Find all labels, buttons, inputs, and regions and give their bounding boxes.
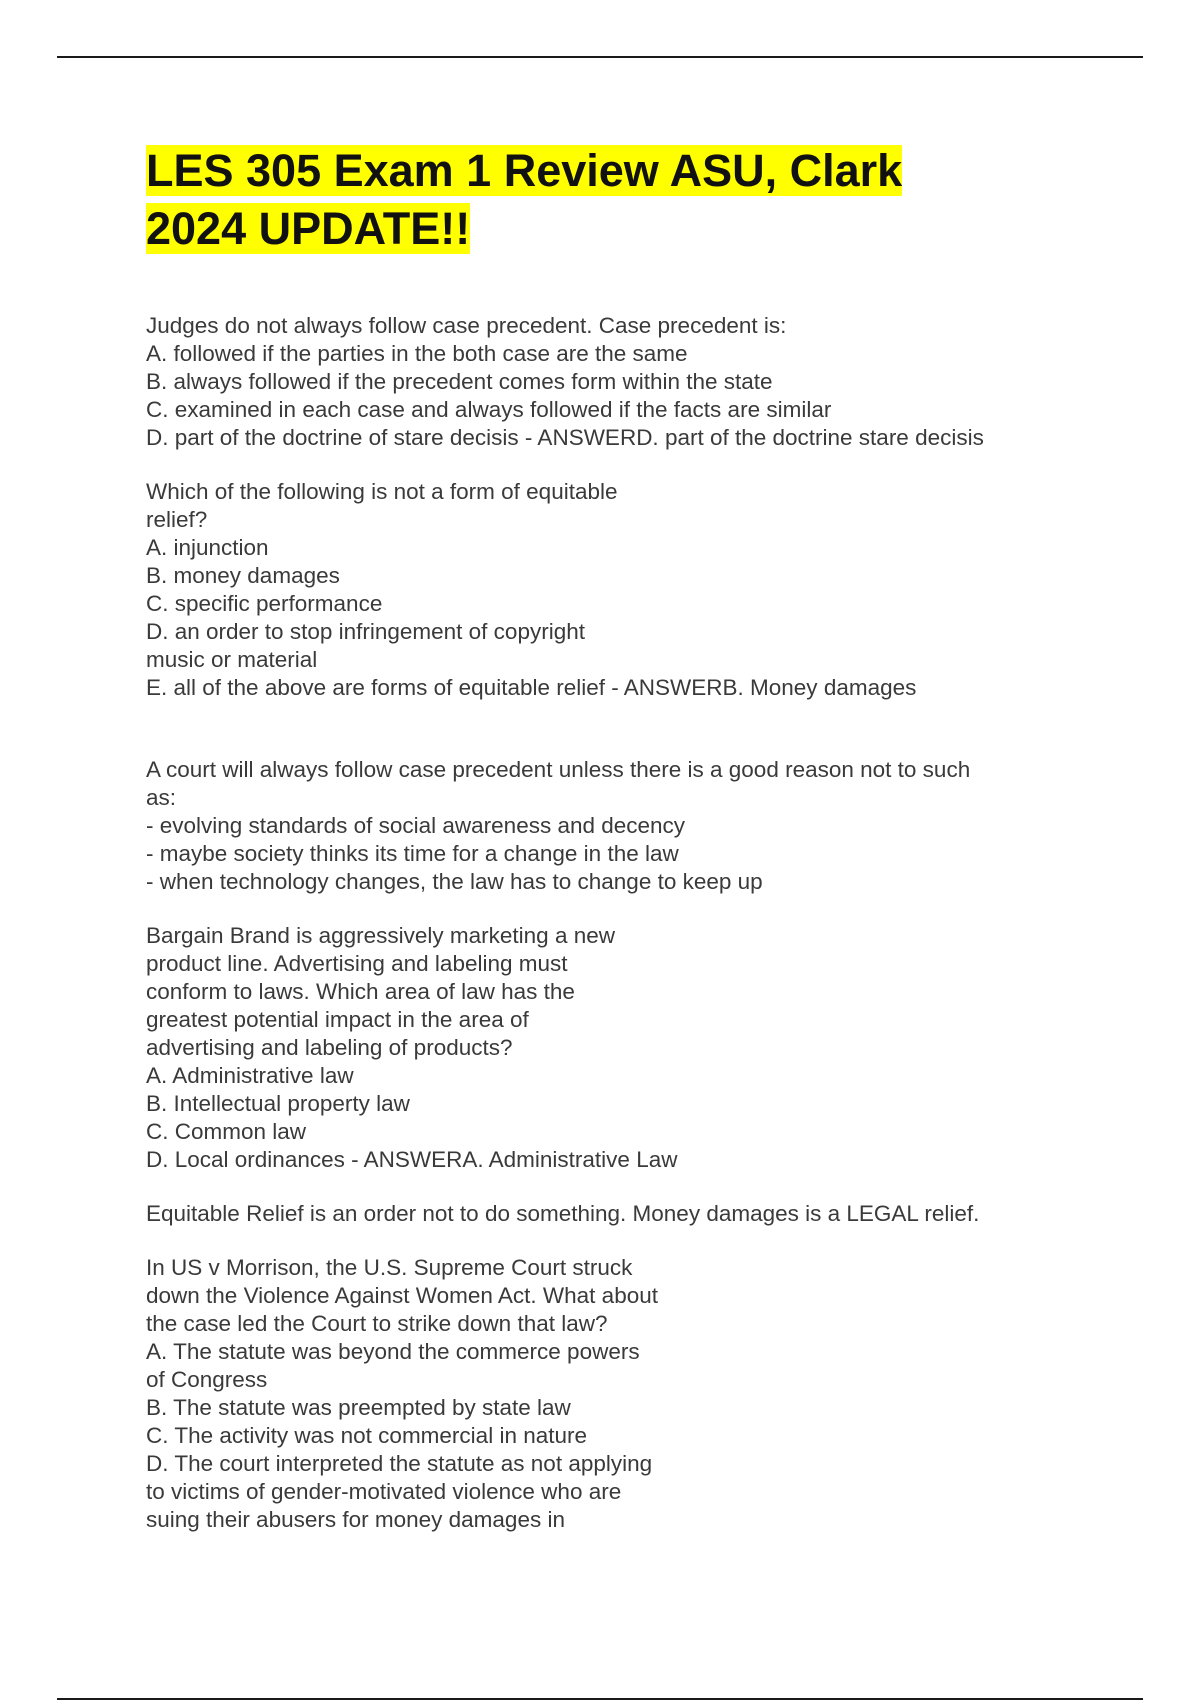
option-a: A. The statute was beyond the commerce powers [146, 1339, 640, 1364]
question-text: greatest potential impact in the area of [146, 1007, 529, 1032]
option-c: C. specific performance [146, 591, 383, 616]
title-line-2: 2024 UPDATE!! [146, 203, 471, 254]
option-d: music or material [146, 647, 318, 672]
option-a: A. injunction [146, 535, 269, 560]
option-b: B. money damages [146, 563, 340, 588]
question-text: down the Violence Against Women Act. What about [146, 1283, 658, 1308]
option-b: B. always followed if the precedent comes form within the state [146, 369, 773, 394]
bullet-item: - evolving standards of social awareness and decency [146, 813, 686, 838]
option-d: D. The court interpreted the statute as not applying [146, 1451, 653, 1476]
option-a: A. Administrative law [146, 1063, 354, 1088]
note-text: as: [146, 785, 177, 810]
option-b: B. Intellectual property law [146, 1091, 410, 1116]
option-c: C. The activity was not commercial in nature [146, 1423, 588, 1448]
title-line-1: LES 305 Exam 1 Review ASU, Clark [146, 145, 903, 196]
option-d: suing their abusers for money damages in [146, 1507, 565, 1532]
top-rule [57, 56, 1143, 58]
question-block-bargain-brand [146, 922, 1086, 1174]
question-text: In US v Morrison, the U.S. Supreme Court struck [146, 1255, 633, 1280]
note-text: Equitable Relief is an order not to do something. Money damages is a LEGAL relief. [146, 1201, 980, 1226]
note-block-equitable-vs-legal [146, 1200, 1086, 1228]
option-a: of Congress [146, 1367, 268, 1392]
option-d-answer: D. Local ordinances - ANSWERA. Administrative Law [146, 1147, 678, 1172]
option-b: B. The statute was preempted by state law [146, 1395, 571, 1420]
note-block-precedent-exceptions [146, 756, 1086, 896]
document-title [146, 142, 1046, 258]
question-text: Judges do not always follow case precedent. Case precedent is: [146, 313, 787, 338]
option-d: D. an order to stop infringement of copyright [146, 619, 585, 644]
option-d: to victims of gender-motivated violence who are [146, 1479, 622, 1504]
question-block-equitable-relief [146, 478, 1086, 702]
option-e-answer: E. all of the above are forms of equitable relief - ANSWERB. Money damages [146, 675, 917, 700]
bullet-item: - maybe society thinks its time for a change in the law [146, 841, 679, 866]
option-a: A. followed if the parties in the both case are the same [146, 341, 688, 366]
question-text: conform to laws. Which area of law has the [146, 979, 575, 1004]
question-text: product line. Advertising and labeling must [146, 951, 568, 976]
option-c: C. Common law [146, 1119, 307, 1144]
option-c: C. examined in each case and always followed if the facts are similar [146, 397, 832, 422]
question-text: Which of the following is not a form of equitable [146, 479, 618, 504]
question-text: Bargain Brand is aggressively marketing a new [146, 923, 615, 948]
document-body [146, 312, 1086, 1534]
option-d-answer: D. part of the doctrine of stare decisis - ANSWERD. part of the doctrine stare decisis [146, 425, 984, 450]
question-text: relief? [146, 507, 208, 532]
question-text: advertising and labeling of products? [146, 1035, 513, 1060]
note-text: A court will always follow case precedent unless there is a good reason not to such [146, 757, 971, 782]
question-text: the case led the Court to strike down that law? [146, 1311, 608, 1336]
question-block-case-precedent [146, 312, 1086, 452]
question-block-us-v-morrison [146, 1254, 1086, 1534]
bullet-item: - when technology changes, the law has to change to keep up [146, 869, 763, 894]
